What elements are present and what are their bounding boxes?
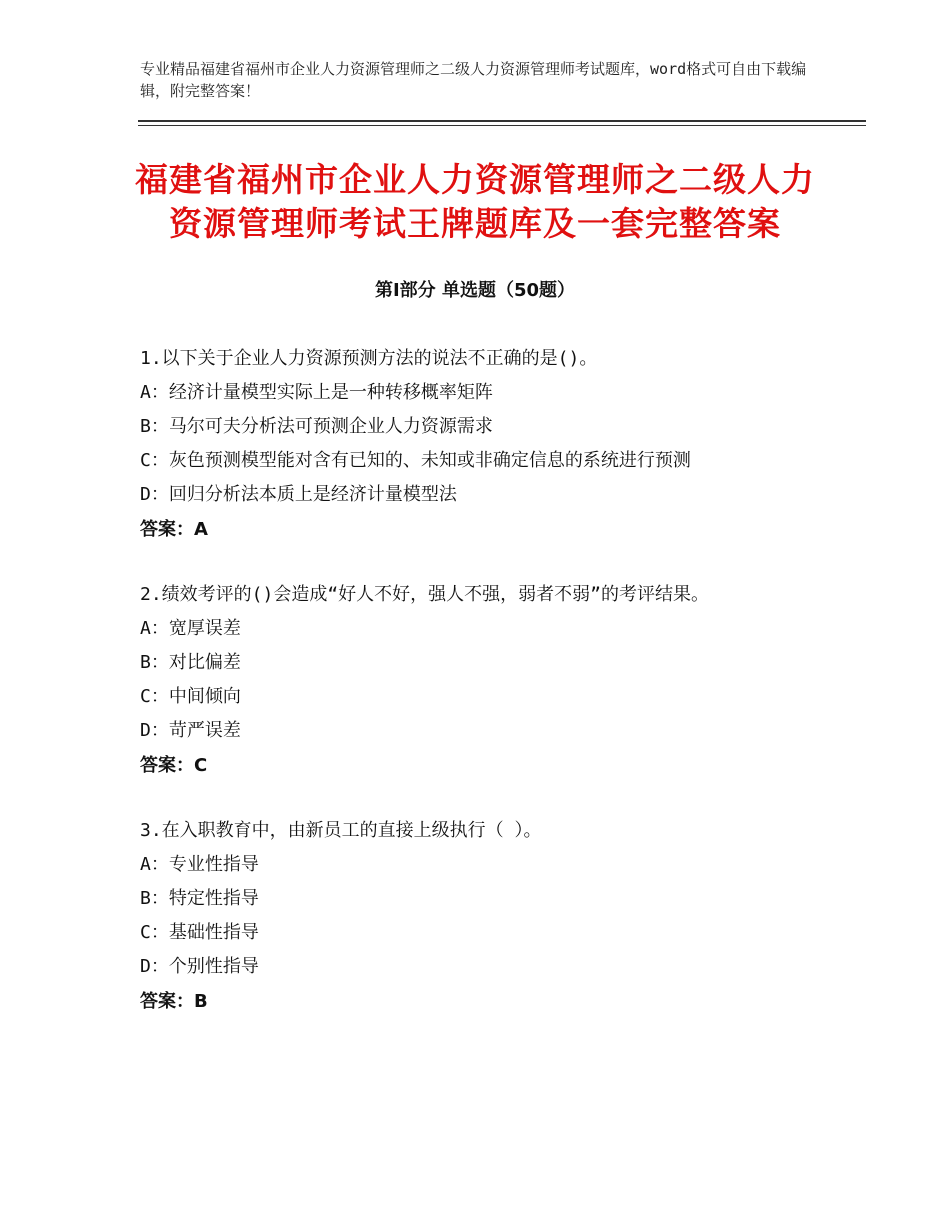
option-c: C：基础性指导 [140, 922, 259, 943]
header-divider-thin [138, 125, 866, 126]
option-a: A：专业性指导 [140, 854, 259, 875]
question-stem: 3.在入职教育中，由新员工的直接上级执行（ ）。 [140, 820, 542, 841]
question-list [140, 342, 820, 1050]
option-c: C：灰色预测模型能对含有已知的、未知或非确定信息的系统进行预测 [140, 450, 691, 471]
question-stem: 2.绩效考评的()会造成“好人不好，强人不强，弱者不弱”的考评结果。 [140, 584, 710, 605]
option-b: B：对比偏差 [140, 652, 241, 673]
option-a: A：经济计量模型实际上是一种转移概率矩阵 [140, 382, 493, 403]
option-b: B：马尔可夫分析法可预测企业人力资源需求 [140, 416, 493, 437]
question-stem: 1.以下关于企业人力资源预测方法的说法不正确的是()。 [140, 348, 598, 369]
question-1 [140, 342, 820, 548]
header-divider-thick [138, 120, 866, 122]
section-heading: 第Ⅰ部分 单选题（50题） [374, 280, 575, 301]
option-b: B：特定性指导 [140, 888, 259, 909]
option-d: D：个别性指导 [140, 956, 259, 977]
header-note: 专业精品福建省福州市企业人力资源管理师之二级人力资源管理师考试题库，word格式可自由下载编辑，附完整答案！ [140, 60, 807, 100]
option-d: D：回归分析法本质上是经济计量模型法 [140, 484, 457, 505]
question-2 [140, 578, 820, 784]
document-title: 福建省福州市企业人力资源管理师之二级人力资源管理师考试王牌题库及一套完整答案 [135, 160, 815, 243]
question-3 [140, 814, 820, 1020]
answer: 答案：A [140, 519, 208, 540]
answer: 答案：C [140, 755, 208, 776]
option-d: D：苛严误差 [140, 720, 241, 741]
option-c: C：中间倾向 [140, 686, 241, 707]
answer: 答案：B [140, 991, 208, 1012]
option-a: A：宽厚误差 [140, 618, 241, 639]
